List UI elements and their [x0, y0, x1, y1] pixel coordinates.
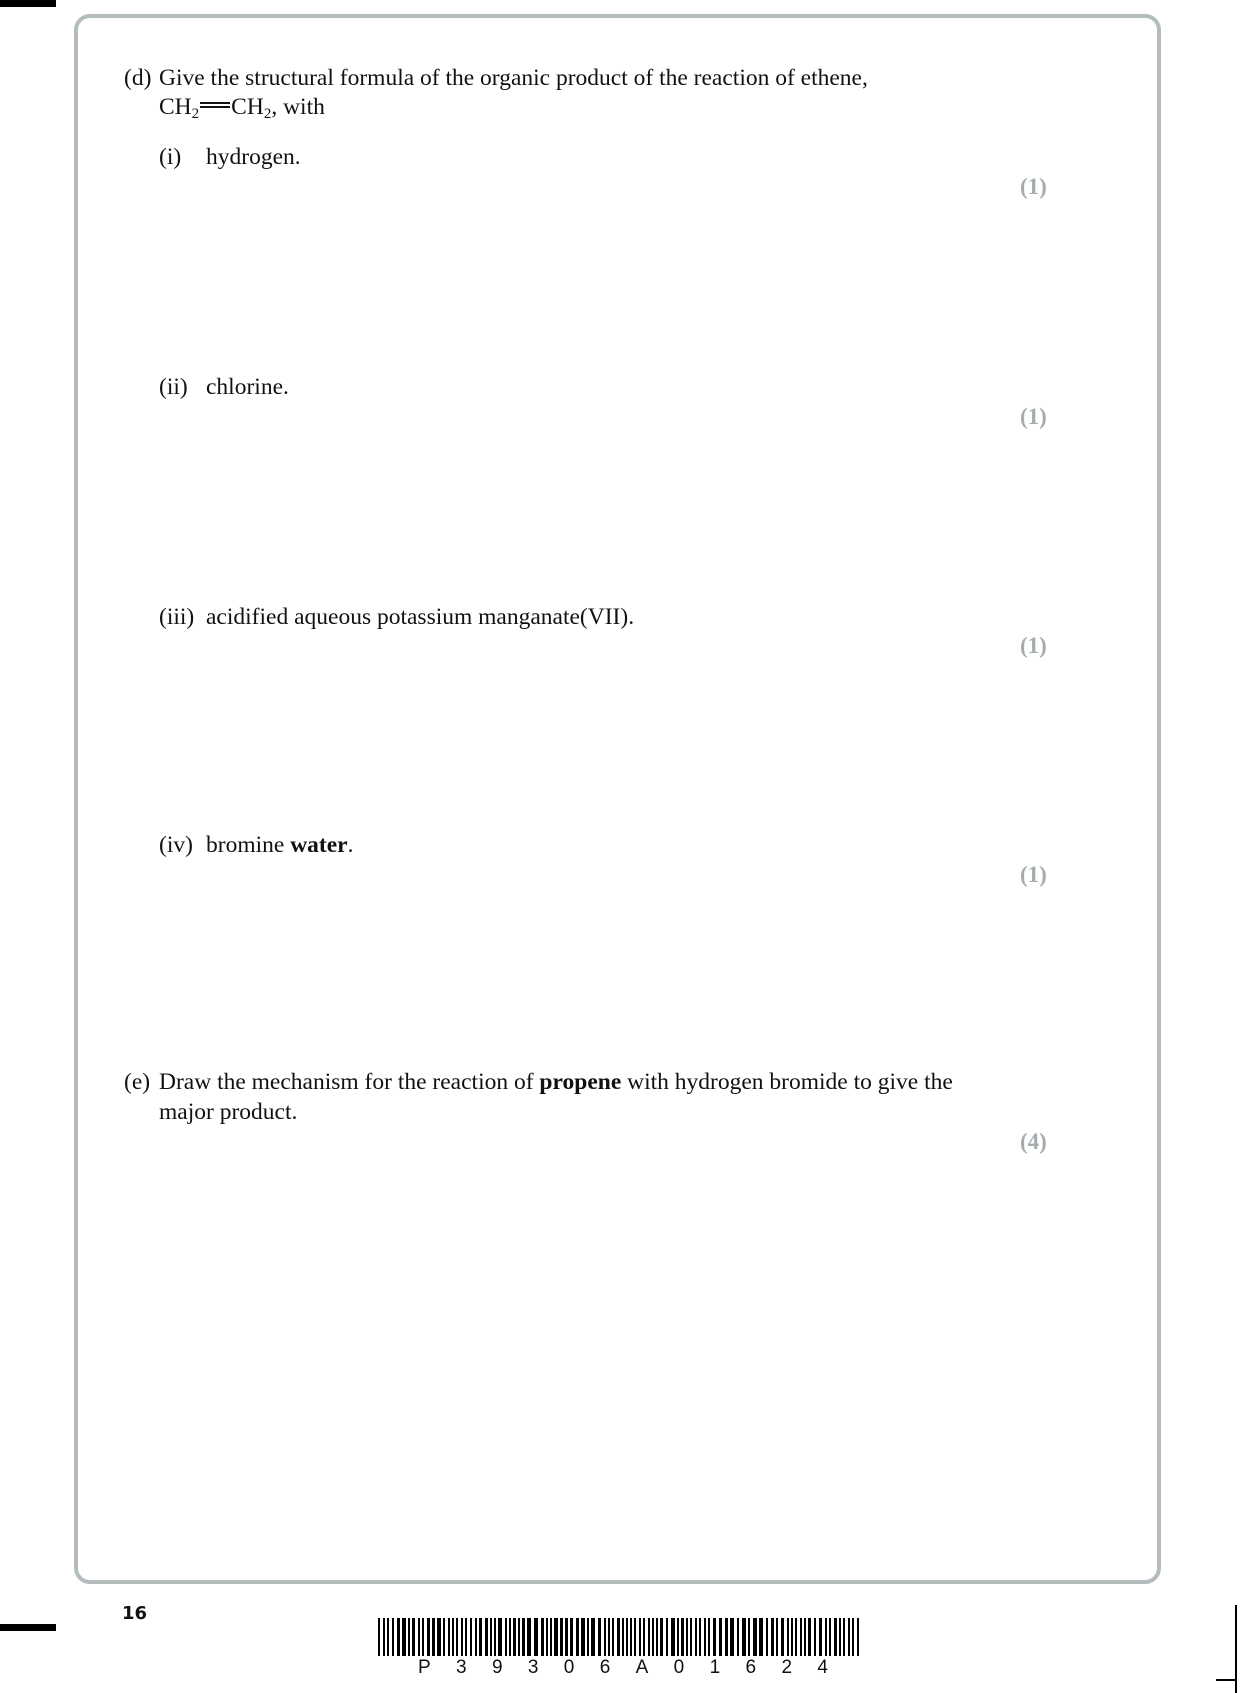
barcode-bar: [527, 1618, 531, 1656]
barcode-bar: [408, 1618, 410, 1656]
question-d-label: (d): [124, 65, 152, 91]
barcode-bar: [485, 1618, 488, 1656]
part-i-number: (i): [159, 144, 182, 170]
part-iv-marks: (1): [1020, 862, 1047, 887]
barcode-bar: [598, 1618, 601, 1656]
barcode-bar: [475, 1618, 477, 1656]
barcode-bar: [690, 1618, 692, 1656]
barcode-digit: A: [635, 1657, 649, 1678]
barcode-bar: [713, 1618, 716, 1656]
barcode-bar: [587, 1618, 589, 1656]
barcode-bar: [448, 1618, 450, 1656]
barcode-digit: 4: [817, 1657, 828, 1678]
barcode-bar: [465, 1618, 467, 1656]
barcode: [378, 1618, 862, 1656]
part-iv-number: (iv): [159, 832, 193, 858]
barcode-bar: [402, 1618, 406, 1656]
barcode-bar: [432, 1618, 435, 1656]
part-i-marks: (1): [1020, 174, 1047, 199]
barcode-bar: [719, 1618, 722, 1656]
ethene-formula: $CH_2$ $CH_2$, with: [159, 94, 325, 122]
barcode-bar: [387, 1618, 389, 1656]
barcode-bar: [742, 1618, 746, 1656]
barcode-bar: [490, 1618, 492, 1656]
barcode-bar: [443, 1618, 445, 1656]
barcode-bar: [546, 1618, 548, 1656]
barcode-bar: [699, 1618, 701, 1656]
barcode-bar: [759, 1618, 763, 1656]
barcode-bar: [392, 1618, 394, 1656]
barcode-bar: [708, 1618, 710, 1656]
barcode-bar: [671, 1618, 675, 1656]
barcode-bar: [730, 1618, 734, 1656]
barcode-bar: [825, 1618, 827, 1656]
question-d-stem: Give the structural formula of the organic product of the reaction of ethene,: [159, 65, 868, 91]
barcode-bar: [622, 1618, 624, 1656]
barcode-bar: [795, 1618, 797, 1656]
barcode-digit: 2: [781, 1657, 793, 1678]
barcode-bar: [479, 1618, 482, 1656]
barcode-bar: [753, 1618, 757, 1656]
part-iv-text: bromine water.: [206, 832, 354, 858]
barcode-bar: [608, 1618, 610, 1656]
barcode-bar: [656, 1618, 658, 1656]
barcode-digit: 0: [673, 1657, 685, 1678]
barcode-bar: [498, 1618, 502, 1656]
barcode-digit: P: [418, 1657, 431, 1678]
barcode-bar: [829, 1618, 831, 1656]
part-ii-marks: (1): [1020, 404, 1047, 429]
barcode-bar: [581, 1618, 585, 1656]
barcode-digit: 9: [491, 1657, 503, 1678]
barcode-bar: [677, 1618, 679, 1656]
barcode-bar: [766, 1618, 768, 1656]
question-e-stem: Draw the mechanism for the reaction of propene with hydrogen bromide to give the: [159, 1069, 953, 1095]
barcode-bar: [630, 1618, 632, 1656]
barcode-bar: [550, 1618, 552, 1656]
barcode-bar: [509, 1618, 511, 1656]
part-iii-text: acidified aqueous potassium manganate(VII).: [206, 604, 635, 630]
barcode-bar: [534, 1618, 538, 1656]
part-ii-number: (ii): [159, 374, 188, 400]
barcode-bar: [470, 1618, 472, 1656]
part-i-text: hydrogen.: [206, 144, 301, 170]
barcode-bar: [643, 1618, 645, 1656]
barcode-bar: [565, 1618, 568, 1656]
part-iii-number: (iii): [159, 604, 195, 630]
barcode-bar: [518, 1618, 520, 1656]
barcode-bar: [737, 1618, 739, 1656]
barcode-bar: [412, 1618, 415, 1656]
barcode-bar: [814, 1618, 816, 1656]
barcode-bar: [652, 1618, 654, 1656]
barcode-bar: [681, 1618, 684, 1656]
barcode-bar: [422, 1618, 424, 1656]
barcode-bar: [612, 1618, 614, 1656]
barcode-bar: [748, 1618, 750, 1656]
barcode-bar: [617, 1618, 620, 1656]
barcode-bar: [560, 1618, 563, 1656]
barcode-bar: [834, 1618, 837, 1656]
barcode-bar: [494, 1618, 496, 1656]
barcode-bar: [704, 1618, 706, 1656]
barcode-bar: [771, 1618, 774, 1656]
barcode-bar: [541, 1618, 544, 1656]
barcode-bar: [839, 1618, 841, 1656]
barcode-bar: [787, 1618, 789, 1656]
barcode-bar: [819, 1618, 822, 1656]
barcode-bar: [522, 1618, 525, 1656]
barcode-bar: [626, 1618, 628, 1656]
question-e-label: (e): [124, 1069, 151, 1095]
barcode-bar: [857, 1618, 859, 1656]
answer-frame: [74, 14, 1161, 1584]
barcode-bar: [505, 1618, 507, 1656]
barcode-bar: [427, 1618, 430, 1656]
barcode-bar: [513, 1618, 516, 1656]
barcode-bar: [383, 1618, 385, 1656]
barcode-bar: [456, 1618, 458, 1656]
barcode-bar: [666, 1618, 668, 1656]
barcode-bar: [591, 1618, 595, 1656]
question-e-marks: (4): [1020, 1129, 1047, 1154]
barcode-bar: [776, 1618, 778, 1656]
barcode-bar: [418, 1618, 420, 1656]
barcode-bar: [554, 1618, 558, 1656]
registration-mark-top: [0, 0, 56, 7]
barcode-digit: 6: [745, 1657, 757, 1678]
barcode-digit: 1: [709, 1657, 721, 1678]
barcode-bar: [604, 1618, 606, 1656]
barcode-bar: [791, 1618, 793, 1656]
barcode-bar: [452, 1618, 454, 1656]
barcode-bar: [397, 1618, 400, 1656]
barcode-bar: [852, 1618, 854, 1656]
barcode-bar: [781, 1618, 784, 1656]
page-number: 16: [122, 1603, 148, 1624]
barcode-bar: [808, 1618, 811, 1656]
barcode-digit: 0: [563, 1657, 575, 1678]
question-e-stem-line2: major product.: [159, 1099, 298, 1125]
part-ii-text: chlorine.: [206, 374, 289, 400]
barcode-bar: [695, 1618, 697, 1656]
barcode-bar: [660, 1618, 663, 1656]
barcode-bar: [461, 1618, 463, 1656]
barcode-bar: [848, 1618, 850, 1656]
barcode-digit: 6: [599, 1657, 611, 1678]
barcode-bar: [639, 1618, 641, 1656]
barcode-bar: [378, 1618, 380, 1656]
barcode-bar: [648, 1618, 650, 1656]
barcode-bar: [576, 1618, 579, 1656]
part-iii-marks: (1): [1020, 633, 1047, 658]
barcode-bar: [843, 1618, 845, 1656]
barcode-bar: [725, 1618, 728, 1656]
barcode-digits: [418, 1657, 828, 1679]
registration-mark-bottom: [0, 1624, 56, 1631]
barcode-bar: [437, 1618, 441, 1656]
barcode-bar: [570, 1618, 573, 1656]
barcode-bar: [804, 1618, 806, 1656]
double-bond: [200, 102, 230, 108]
barcode-digit: 3: [456, 1657, 467, 1678]
barcode-bar: [686, 1618, 688, 1656]
registration-mark-right-foot: [1216, 1679, 1237, 1681]
barcode-bar: [800, 1618, 802, 1656]
barcode-bar: [634, 1618, 636, 1656]
barcode-digit: 3: [527, 1657, 539, 1678]
